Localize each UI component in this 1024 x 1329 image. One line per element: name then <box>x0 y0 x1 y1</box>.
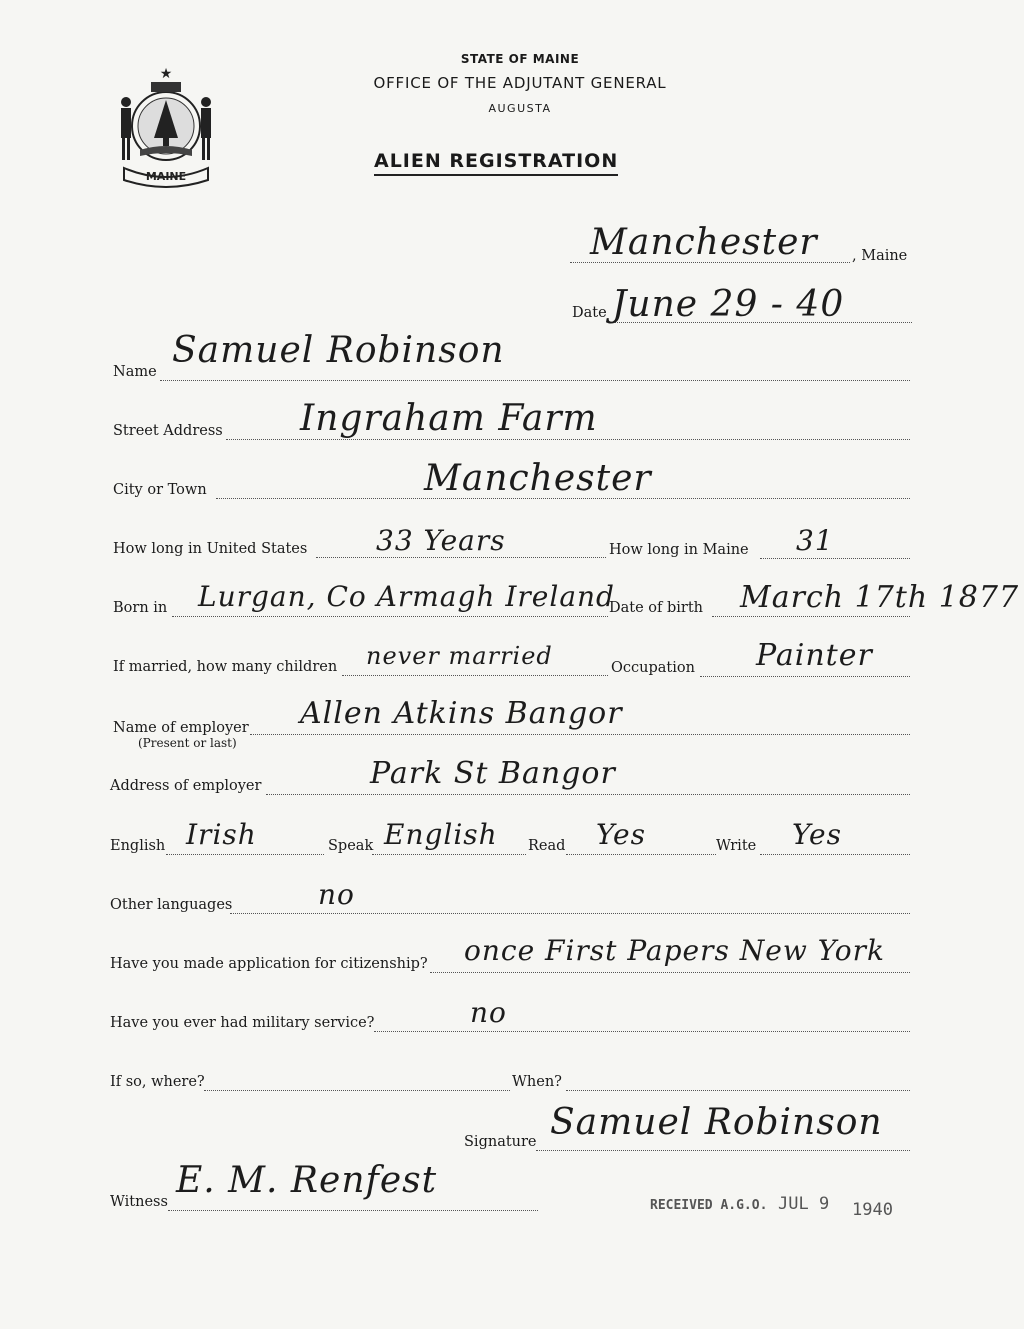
children-label: If married, how many children <box>113 659 338 675</box>
employer-sublabel: (Present or last) <box>138 736 237 750</box>
read-line <box>566 854 716 855</box>
other-languages-value: no <box>318 878 355 911</box>
military-line <box>374 1031 910 1032</box>
form-title: ALIEN REGISTRATION <box>374 150 618 176</box>
maine-state-seal-icon <box>110 64 222 188</box>
born-value: Lurgan, Co Armagh Ireland <box>198 580 615 613</box>
english-label: English <box>110 838 166 854</box>
city-label: City or Town <box>113 482 207 498</box>
emp-addr-label: Address of employer <box>110 778 262 794</box>
signature-value: Samuel Robinson <box>550 1102 883 1143</box>
received-stamp-label: RECEIVED A.G.O. <box>650 1198 768 1213</box>
citizenship-label: Have you made application for citizenship? <box>110 956 428 972</box>
born-line <box>172 616 608 617</box>
employer-line <box>250 734 910 735</box>
header-city: AUGUSTA <box>488 102 552 115</box>
emp-addr-line <box>266 794 910 795</box>
maine-line <box>760 558 910 559</box>
occupation-line <box>700 676 910 677</box>
witness-value: E. M. Renfest <box>176 1160 438 1201</box>
seal-maine-text: MAINE <box>145 170 187 183</box>
born-label: Born in <box>113 600 168 616</box>
seal-star: ★ <box>159 66 173 82</box>
where-label: If so, where? <box>110 1074 205 1090</box>
received-stamp-date: JUL 9 <box>778 1194 830 1214</box>
town-value: Manchester <box>590 222 818 263</box>
street-label: Street Address <box>113 423 223 439</box>
citizenship-value: once First Papers New York <box>464 934 885 967</box>
maine-value: 31 <box>796 524 834 557</box>
speak-value: English <box>384 818 498 851</box>
write-line <box>760 854 910 855</box>
military-value: no <box>470 996 507 1029</box>
speak-line <box>372 854 526 855</box>
read-value: Yes <box>596 818 646 851</box>
dob-line <box>712 616 910 617</box>
write-label: Write <box>716 838 757 854</box>
when-label: When? <box>512 1074 562 1090</box>
occupation-label: Occupation <box>611 660 695 676</box>
date-label: Date <box>572 305 607 321</box>
employer-label: Name of employer <box>113 720 249 736</box>
children-line <box>342 675 608 676</box>
employer-value: Allen Atkins Bangor <box>300 696 623 731</box>
read-label: Read <box>528 838 566 854</box>
name-value: Samuel Robinson <box>172 330 505 371</box>
witness-label: Witness <box>110 1194 168 1210</box>
signature-label: Signature <box>464 1134 537 1150</box>
other-languages-line <box>230 913 910 914</box>
date-value: June 29 - 40 <box>612 284 845 325</box>
when-line <box>566 1090 910 1091</box>
english-value: Irish <box>186 818 257 851</box>
maine-label: How long in Maine <box>609 542 749 558</box>
occupation-value: Painter <box>756 638 873 673</box>
town-suffix: , Maine <box>852 248 908 264</box>
us-label: How long in United States <box>113 541 308 557</box>
speak-label: Speak <box>328 838 374 854</box>
children-value: never married <box>366 642 553 670</box>
citizenship-line <box>430 972 910 973</box>
emp-addr-value: Park St Bangor <box>370 756 616 791</box>
street-line <box>226 439 910 440</box>
header-office: OFFICE OF THE ADJUTANT GENERAL <box>373 74 667 92</box>
where-line <box>204 1090 510 1091</box>
dob-value: March 17th 1877 <box>740 580 1020 615</box>
name-line <box>160 380 910 381</box>
signature-line <box>536 1150 910 1151</box>
header-state: STATE OF MAINE <box>460 52 580 66</box>
witness-line <box>168 1210 538 1211</box>
other-languages-label: Other languages <box>110 897 233 913</box>
us-value: 33 Years <box>376 524 506 557</box>
write-value: Yes <box>792 818 842 851</box>
street-value: Ingraham Farm <box>300 398 598 439</box>
military-label: Have you ever had military service? <box>110 1015 375 1031</box>
received-stamp-year: 1940 <box>852 1200 893 1220</box>
us-line <box>316 557 606 558</box>
name-label: Name <box>113 364 157 380</box>
dob-label: Date of birth <box>609 600 704 616</box>
english-line <box>166 854 324 855</box>
city-value: Manchester <box>424 458 652 499</box>
